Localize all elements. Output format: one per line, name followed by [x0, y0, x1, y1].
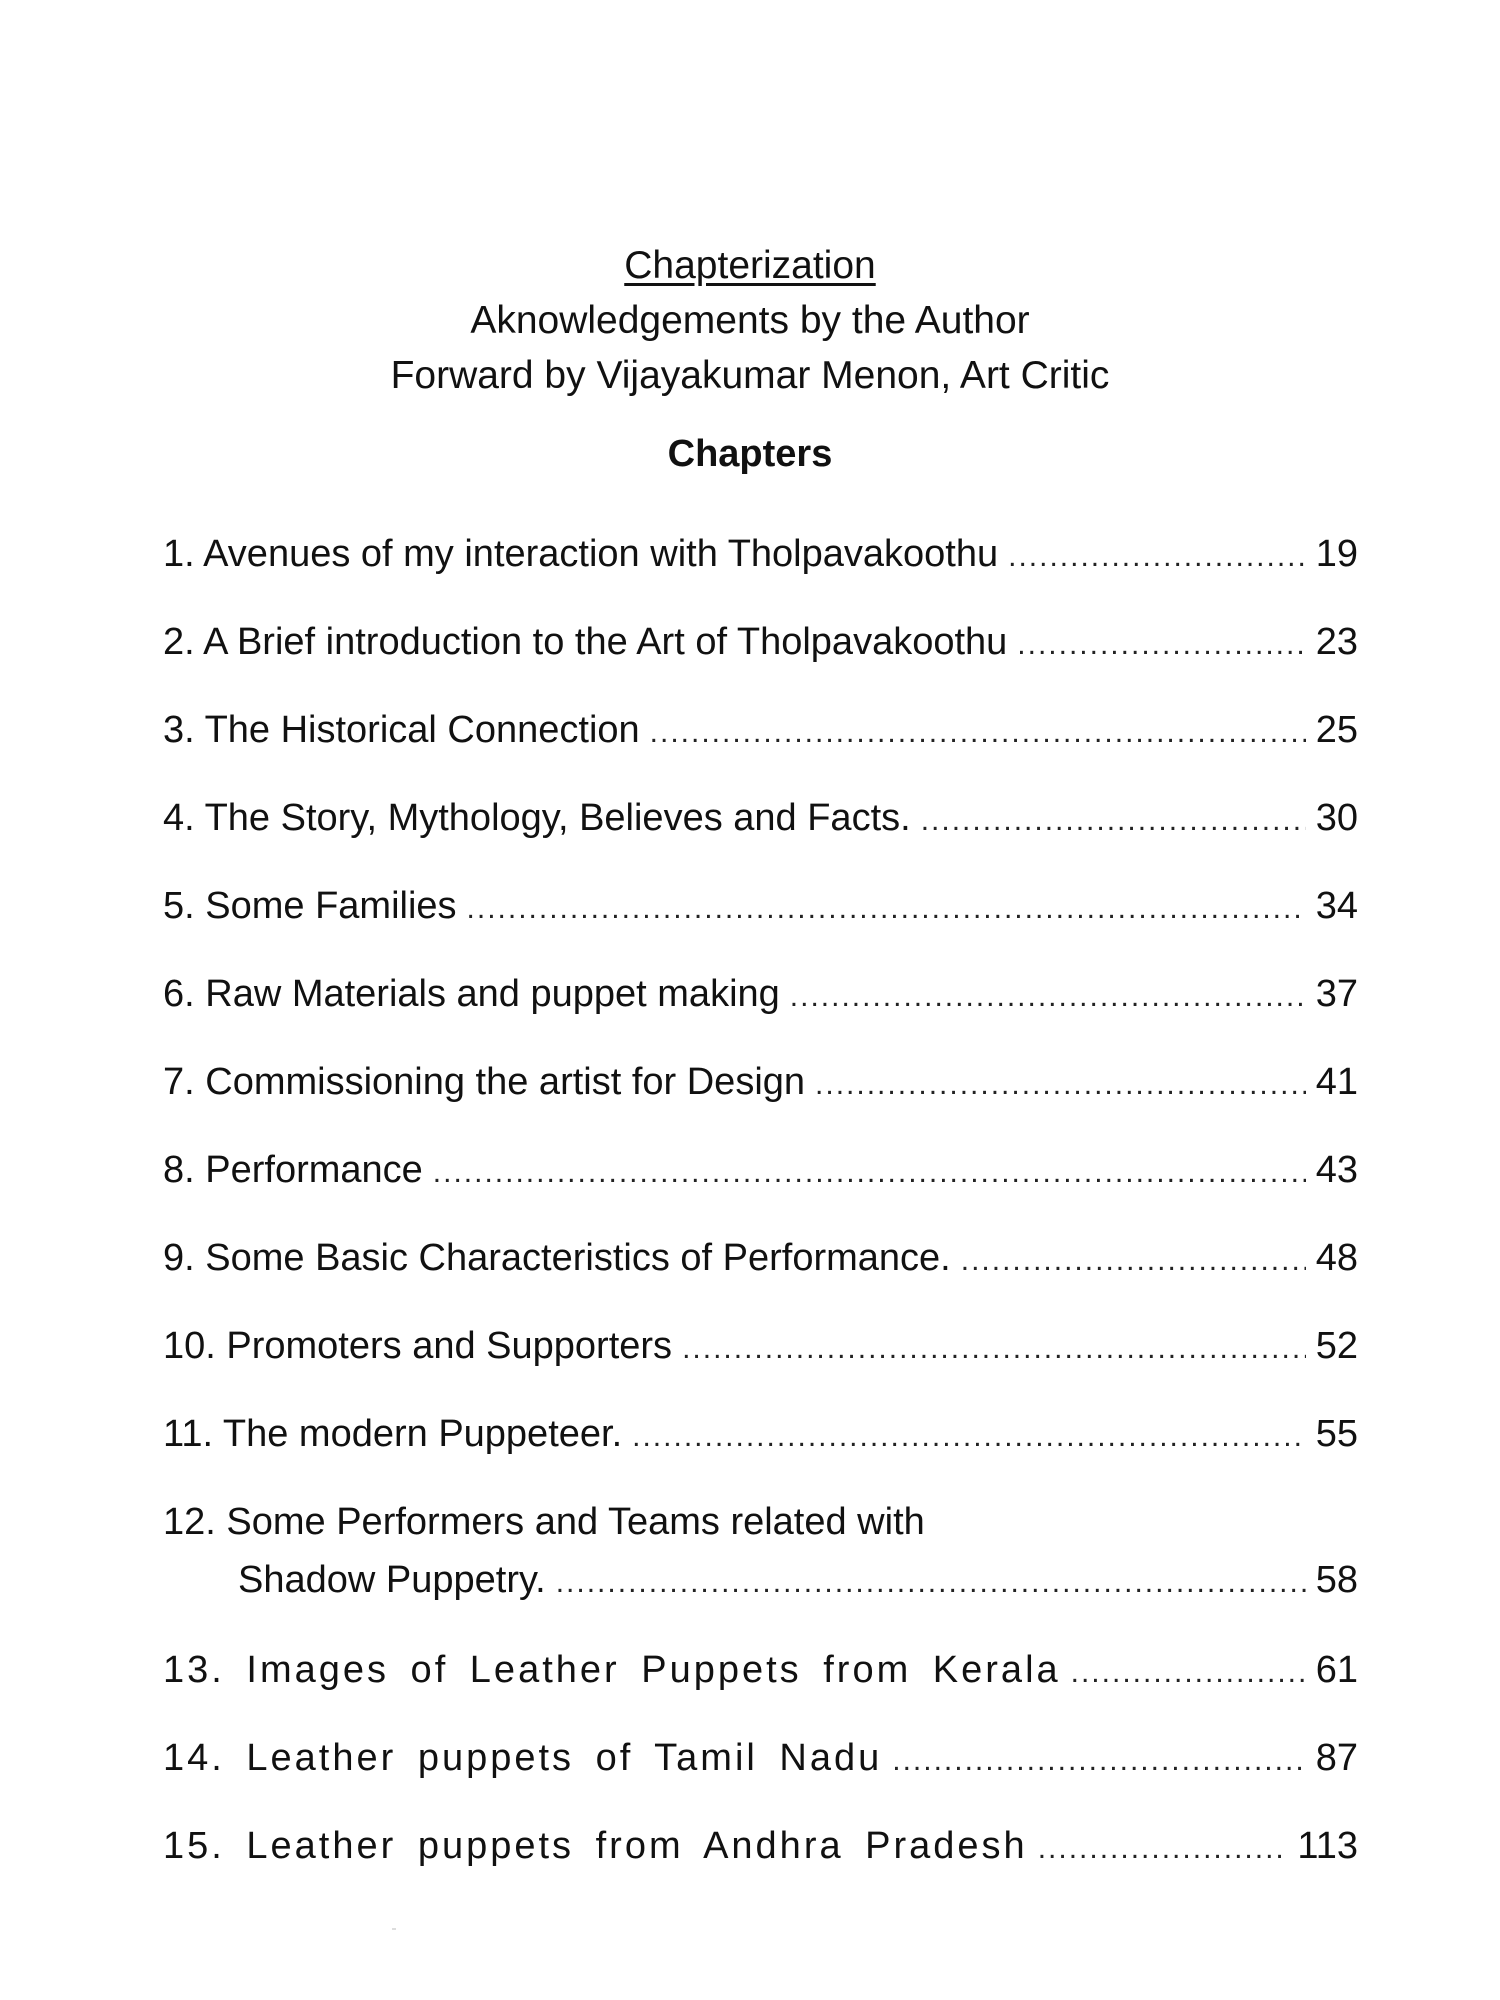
toc-entry-label: Shadow Puppetry. [238, 1559, 546, 1601]
toc-entry-page: 61 [1315, 1649, 1358, 1691]
dot-leader [556, 1559, 1306, 1607]
dot-leader [650, 709, 1306, 757]
dot-leader [1038, 1825, 1288, 1873]
toc-entry-4 [163, 794, 1358, 845]
toc-entry-label: 7. Commissioning the artist for Design [163, 1061, 806, 1103]
dot-leader [790, 973, 1306, 1021]
toc-entry-label: 11. The modern Puppeteer. [163, 1413, 623, 1455]
toc-entry-label: 2. A Brief introduction to the Art of Tholpavakoothu [163, 621, 1008, 663]
dot-leader [815, 1061, 1306, 1109]
table-of-contents [163, 0, 1358, 2000]
toc-entry-page: 52 [1315, 1325, 1358, 1367]
toc-entry-label: 3. The Historical Connection [163, 709, 640, 751]
dot-leader [467, 885, 1306, 933]
toc-entry-label: 1. Avenues of my interaction with Tholpavakoothu [163, 533, 999, 575]
toc-entry-page: 34 [1315, 885, 1358, 927]
toc-entry-page: 19 [1315, 533, 1358, 575]
foreword-line: Forward by Vijayakumar Menon, Art Critic [390, 354, 1110, 397]
toc-entry-8 [163, 1146, 1358, 1197]
toc-entry-label: 8. Performance [163, 1149, 423, 1191]
toc-entry-page: 113 [1297, 1825, 1358, 1867]
toc-entry-label: 13. Images of Leather Puppets from Kerala [163, 1649, 1061, 1691]
toc-entry-9 [163, 1234, 1358, 1285]
dot-leader [892, 1737, 1305, 1785]
dot-leader [1071, 1649, 1306, 1697]
toc-entry-page: 37 [1315, 973, 1358, 1015]
toc-entry-2 [163, 618, 1358, 669]
chapterization-title: Chapterization [624, 244, 876, 287]
toc-entry-page: 25 [1315, 709, 1358, 751]
acknowledgements-line: Aknowledgements by the Author [470, 299, 1030, 342]
toc-entry-page: 23 [1315, 621, 1358, 663]
toc-entry-1 [163, 530, 1358, 581]
toc-entry-label: 10. Promoters and Supporters [163, 1325, 673, 1367]
dot-leader [433, 1149, 1306, 1197]
toc-entry-page: 48 [1315, 1237, 1358, 1279]
toc-entry-page: 41 [1315, 1061, 1358, 1103]
toc-entry-13 [163, 1646, 1358, 1697]
toc-entry-label: 15. Leather puppets from Andhra Pradesh [163, 1825, 1028, 1867]
toc-entry-page: 30 [1315, 797, 1358, 839]
toc-entry-label: 6. Raw Materials and puppet making [163, 973, 780, 1015]
toc-entry-label: 9. Some Basic Characteristics of Performance. [163, 1237, 951, 1279]
toc-entry-6 [163, 970, 1358, 1021]
dot-leader [1008, 533, 1306, 581]
toc-entry-11 [163, 1410, 1358, 1461]
toc-entry-page: 58 [1315, 1559, 1358, 1601]
toc-entry-12-line-1 [163, 1498, 1358, 1546]
dot-leader [961, 1237, 1306, 1285]
toc-entry-5 [163, 882, 1358, 933]
toc-entry-10 [163, 1322, 1358, 1373]
paper-speck [392, 1928, 396, 1930]
toc-entry-15 [163, 1822, 1358, 1873]
dot-leader [921, 797, 1306, 845]
toc-entry-14 [163, 1734, 1358, 1785]
toc-entry-label: 12. Some Performers and Teams related with [163, 1501, 925, 1543]
toc-entry-3 [163, 706, 1358, 757]
toc-entry-page: 55 [1315, 1413, 1358, 1455]
dot-leader [682, 1325, 1306, 1373]
toc-entry-label: 4. The Story, Mythology, Believes and Facts. [163, 797, 911, 839]
chapters-heading: Chapters [667, 433, 833, 475]
toc-entry-page: 87 [1315, 1737, 1358, 1779]
toc-entry-12-line-2 [163, 1556, 1358, 1607]
toc-entry-page: 43 [1315, 1149, 1358, 1191]
dot-leader [632, 1413, 1306, 1461]
toc-entry-label: 14. Leather puppets of Tamil Nadu [163, 1737, 883, 1779]
dot-leader [1017, 621, 1305, 669]
toc-entry-7 [163, 1058, 1358, 1109]
toc-entry-label: 5. Some Families [163, 885, 457, 927]
